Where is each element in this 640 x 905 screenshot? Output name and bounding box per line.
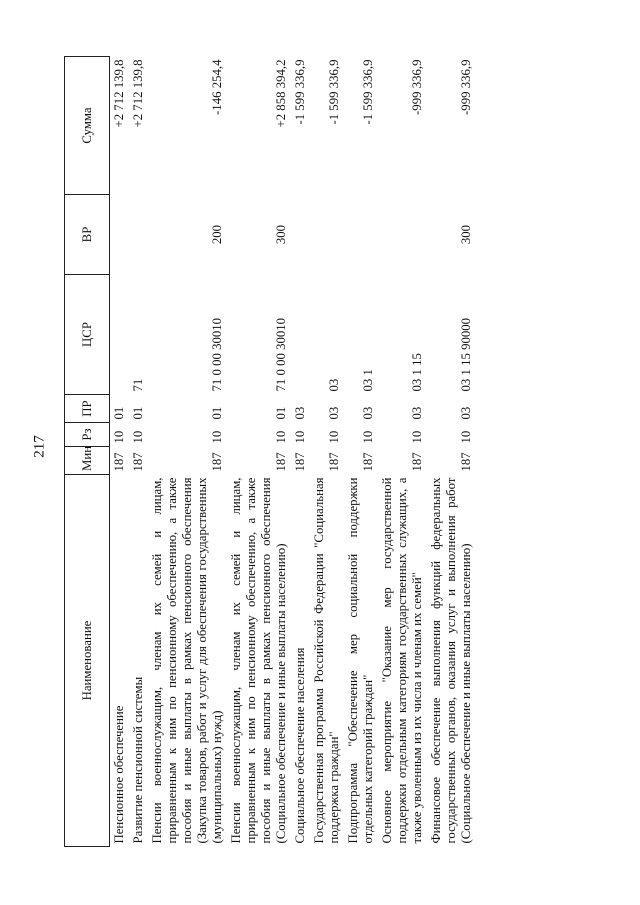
- row-rz: 10: [293, 430, 307, 444]
- header-pr: ПР: [65, 395, 110, 423]
- row-sum: +2 712 139,8: [112, 59, 126, 128]
- table-row: [291, 57, 310, 847]
- row-name: Пенсионное обеспечение: [112, 705, 126, 844]
- row-csr: 03 1 15 90000: [459, 317, 473, 392]
- row-rz: 10: [361, 430, 375, 444]
- row-sum: -999 336,9: [410, 59, 424, 115]
- row-csr: [110, 275, 130, 395]
- table-header-row: [65, 57, 110, 847]
- row-vr: 300: [459, 224, 473, 245]
- row-vr: [129, 195, 148, 275]
- row-vr: [344, 195, 378, 275]
- row-min: 187: [112, 452, 126, 472]
- row-vr: 300: [274, 224, 288, 245]
- row-pr: 01: [112, 406, 126, 420]
- row-csr: 03 1: [361, 369, 375, 392]
- header-sum: Сумма: [65, 57, 110, 195]
- row-csr: 71 0 00 30010: [210, 317, 224, 392]
- row-sum: +2 858 394,2: [274, 59, 288, 128]
- table-row: [110, 57, 130, 847]
- row-pr: 01: [274, 406, 288, 420]
- header-name: Наименование: [65, 475, 110, 847]
- row-min: 187: [410, 452, 424, 472]
- row-min: 187: [327, 452, 341, 472]
- row-rz: 10: [131, 430, 145, 444]
- header-min: Мин: [65, 447, 110, 475]
- row-sum: -146 254,4: [210, 59, 224, 115]
- row-pr: 03: [459, 406, 473, 420]
- row-csr: 71: [131, 378, 145, 392]
- row-sum: -1 599 336,9: [361, 59, 375, 125]
- table-row: [310, 57, 344, 847]
- row-sum: -1 599 336,9: [293, 59, 307, 125]
- table-row: [129, 57, 148, 847]
- row-pr: 03: [410, 406, 424, 420]
- row-rz: 10: [410, 430, 424, 444]
- row-rz: 10: [459, 430, 473, 444]
- table-row: [378, 57, 427, 847]
- table-row: [427, 57, 476, 847]
- row-vr: [291, 195, 310, 275]
- row-rz: 10: [327, 430, 341, 444]
- row-vr: [110, 195, 130, 275]
- row-name: Финансовое обеспечение выполнения функций федеральных государственных органов, оказания услуг и выполнения работ (Социальное обеспечение и иные выплаты населению): [429, 477, 473, 844]
- header-csr: ЦСР: [65, 275, 110, 395]
- row-sum: -999 336,9: [459, 59, 473, 115]
- row-csr: 03 1 15: [410, 353, 424, 392]
- row-pr: 01: [131, 406, 145, 420]
- table-row: [227, 57, 291, 847]
- row-pr: 03: [361, 406, 375, 420]
- row-min: 187: [361, 452, 375, 472]
- row-pr: 03: [293, 406, 307, 420]
- row-pr: 01: [210, 406, 224, 420]
- row-name: Пенсии военнослужащим, членам их семей и лицам, приравненным к ним по пенсионному обеспечению, а также пособия и иные выплаты в рамках пенсионного обеспечения (Закупка товаров, работ и услуг для обеспечения государственных (муниципальных) нужд): [150, 477, 224, 844]
- row-name: Государственная программа Российской Федерации "Социальная поддержка граждан": [312, 477, 341, 844]
- budget-table: [64, 56, 476, 847]
- row-min: 187: [293, 452, 307, 472]
- row-name: Основное мероприятие "Оказание мер государственной поддержки отдельным категориям государственных служащих, а также уволенным из их числа и членам их семей": [380, 477, 424, 844]
- row-csr: [291, 275, 310, 395]
- row-sum: +2 712 139,8: [131, 59, 145, 128]
- row-csr: 03: [327, 378, 341, 392]
- row-min: 187: [131, 452, 145, 472]
- row-min: 187: [274, 452, 288, 472]
- row-name: Пенсии военнослужащим, членам их семей и лицам, приравненным к ним по пенсионному обеспечению, а также пособия и иные выплаты в рамках пенсионного обеспечения (Социальное обеспечение и иные выплаты населению): [229, 477, 288, 844]
- table-row: [148, 57, 227, 847]
- rotated-page: [64, 57, 584, 847]
- header-vr: ВР: [65, 195, 110, 275]
- row-rz: 10: [274, 430, 288, 444]
- row-min: 187: [459, 452, 473, 472]
- row-vr: 200: [210, 224, 224, 245]
- row-vr: [310, 195, 344, 275]
- row-rz: 10: [210, 430, 224, 444]
- page-number: 217: [31, 435, 48, 458]
- row-csr: 71 0 00 30010: [274, 317, 288, 392]
- row-rz: 10: [112, 430, 126, 444]
- row-pr: 03: [327, 406, 341, 420]
- row-name: Социальное обеспечение населения: [293, 647, 307, 844]
- row-name: Развитие пенсионной системы: [131, 676, 145, 844]
- row-min: 187: [210, 452, 224, 472]
- row-name: Подпрограмма "Обеспечение мер социальной поддержки отдельных категорий граждан": [346, 477, 375, 844]
- header-rz: Рз: [65, 423, 110, 447]
- row-vr: [378, 195, 427, 275]
- row-sum: -1 599 336,9: [327, 59, 341, 125]
- table-row: [344, 57, 378, 847]
